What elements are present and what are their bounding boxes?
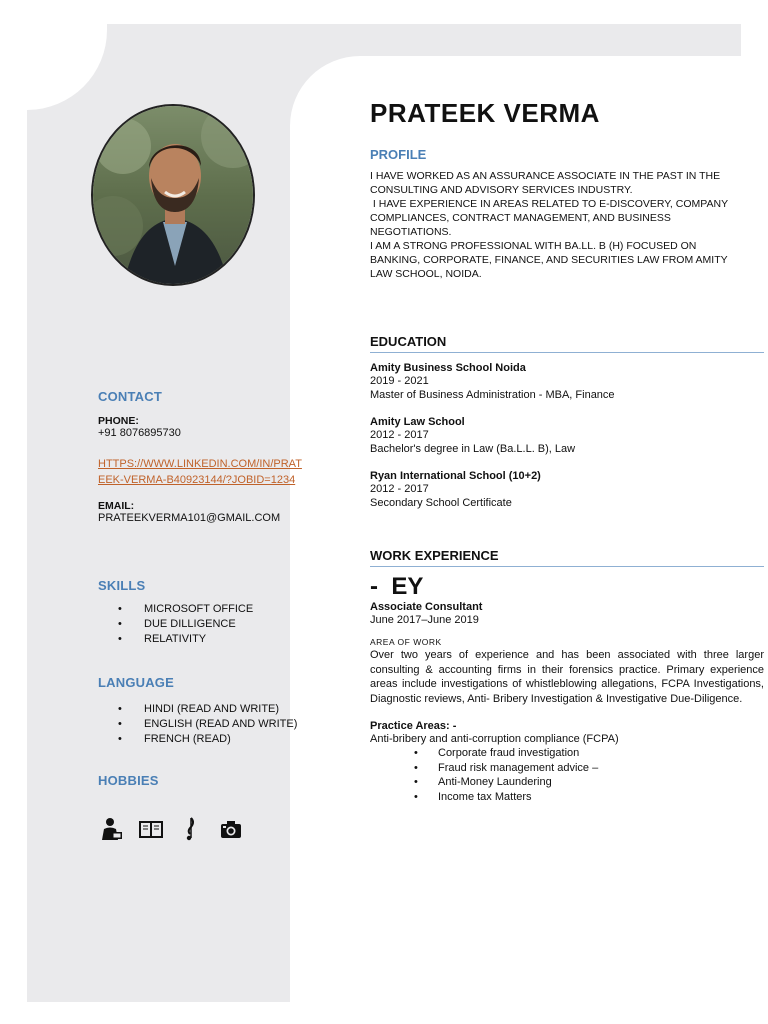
- work-section: [370, 548, 764, 804]
- linkedin-link[interactable]: HTTPS://WWW.LINKEDIN.COM/IN/PRAT EEK-VERMA-B40923144/?JOBID=1234: [98, 458, 302, 486]
- profile-line: I HAVE EXPERIENCE IN AREAS RELATED TO E-DISCOVERY, COMPANY: [370, 198, 729, 210]
- profile-line: NEGOTIATIONS.: [370, 226, 452, 238]
- email-value: PRATEEKVERMA101@GMAIL.COM: [98, 512, 281, 524]
- hobbies-section: [98, 773, 308, 788]
- school-years: 2019 - 2021: [370, 375, 429, 387]
- skills-list: [98, 602, 308, 647]
- book-icon: [138, 816, 164, 842]
- school-name: Amity Business School Noida: [370, 362, 526, 374]
- skill-item: • RELATIVITY: [98, 632, 308, 647]
- skills-section: [98, 578, 308, 647]
- company-name: - EY: [370, 573, 424, 600]
- language-heading: LANGUAGE: [98, 675, 174, 690]
- practice-item: • Fraud risk management advice –: [370, 761, 764, 776]
- education-heading: EDUCATION: [370, 334, 764, 353]
- profile-line: CONSULTING AND ADVISORY SERVICES INDUSTRY.: [370, 184, 633, 196]
- camera-icon: [218, 816, 244, 842]
- profile-heading: PROFILE: [370, 147, 427, 162]
- phone-block: [98, 415, 308, 439]
- school-degree: Master of Business Administration - MBA, Finance: [370, 389, 615, 401]
- school-years: 2012 - 2017: [370, 429, 429, 441]
- email-label: EMAIL:: [98, 500, 135, 512]
- profile-line: BANKING, CORPORATE, FINANCE, AND SECURITIES LAW FROM AMITY: [370, 254, 728, 266]
- education-entry: [370, 362, 764, 402]
- education-entry: [370, 416, 764, 456]
- email-block: [98, 500, 308, 524]
- practice-list: [370, 746, 764, 804]
- profile-photo: [91, 104, 255, 286]
- phone-label: PHONE:: [98, 415, 139, 427]
- language-item: • HINDI (READ AND WRITE): [98, 702, 308, 717]
- skills-heading: SKILLS: [98, 578, 146, 593]
- profile-section: [370, 147, 764, 281]
- school-degree: Bachelor's degree in Law (Ba.L.L. B), Law: [370, 443, 576, 455]
- skill-item: • MICROSOFT OFFICE: [98, 602, 308, 617]
- language-item: • ENGLISH (READ AND WRITE): [98, 717, 308, 732]
- work-heading: WORK EXPERIENCE: [370, 548, 764, 567]
- language-section: [98, 675, 308, 747]
- profile-text: [370, 169, 764, 281]
- language-item: • FRENCH (READ): [98, 732, 308, 747]
- school-degree: Secondary School Certificate: [370, 497, 512, 509]
- education-section: [370, 334, 764, 510]
- name-block: [370, 98, 764, 129]
- school-name: Ryan International School (10+2): [370, 470, 541, 482]
- practice-intro: Anti-bribery and anti-corruption compliance (FCPA): [370, 733, 619, 745]
- school-name: Amity Law School: [370, 416, 465, 428]
- school-years: 2012 - 2017: [370, 483, 429, 495]
- music-note-icon: [178, 816, 204, 842]
- practice-item: • Corporate fraud investigation: [370, 746, 764, 761]
- contact-heading: CONTACT: [98, 389, 162, 404]
- reading-person-icon: [98, 816, 124, 842]
- profile-line: I HAVE WORKED AS AN ASSURANCE ASSOCIATE IN THE PAST IN THE: [370, 170, 721, 182]
- practice-areas-label: Practice Areas: -: [370, 720, 457, 732]
- profile-line: I AM A STRONG PROFESSIONAL WITH BA.LL. B (H) FOCUSED ON: [370, 240, 697, 252]
- language-list: [98, 702, 308, 747]
- linkedin-block: [98, 456, 308, 488]
- skill-item: • DUE DILLIGENCE: [98, 617, 308, 632]
- work-description: Over two years of experience and has been associated with three larger consulting & accounting firms in their forensics practice. Primary experience areas include investigations of whistleblowing allegations, FCPA Investigations, Diagnostic reviews, Anti- Bribery Investigation & Investigative Due-Diligence.: [370, 649, 764, 705]
- page-title: PRATEEK VERMA: [370, 98, 600, 128]
- contact-section: [98, 389, 308, 404]
- hobbies-heading: HOBBIES: [98, 773, 159, 788]
- profile-line: COMPLIANCES, CONTRACT MANAGEMENT, AND BUSINESS: [370, 212, 671, 224]
- practice-item: • Anti-Money Laundering: [370, 775, 764, 790]
- phone-value: +91 8076895730: [98, 427, 181, 439]
- education-entry: [370, 470, 764, 510]
- job-role: Associate Consultant: [370, 601, 483, 613]
- profile-line: LAW SCHOOL, NOIDA.: [370, 268, 482, 280]
- area-of-work-label: AREA OF WORK: [370, 637, 442, 647]
- job-dates: June 2017–June 2019: [370, 614, 479, 626]
- practice-item: • Income tax Matters: [370, 790, 764, 805]
- hobby-icons: [98, 816, 244, 842]
